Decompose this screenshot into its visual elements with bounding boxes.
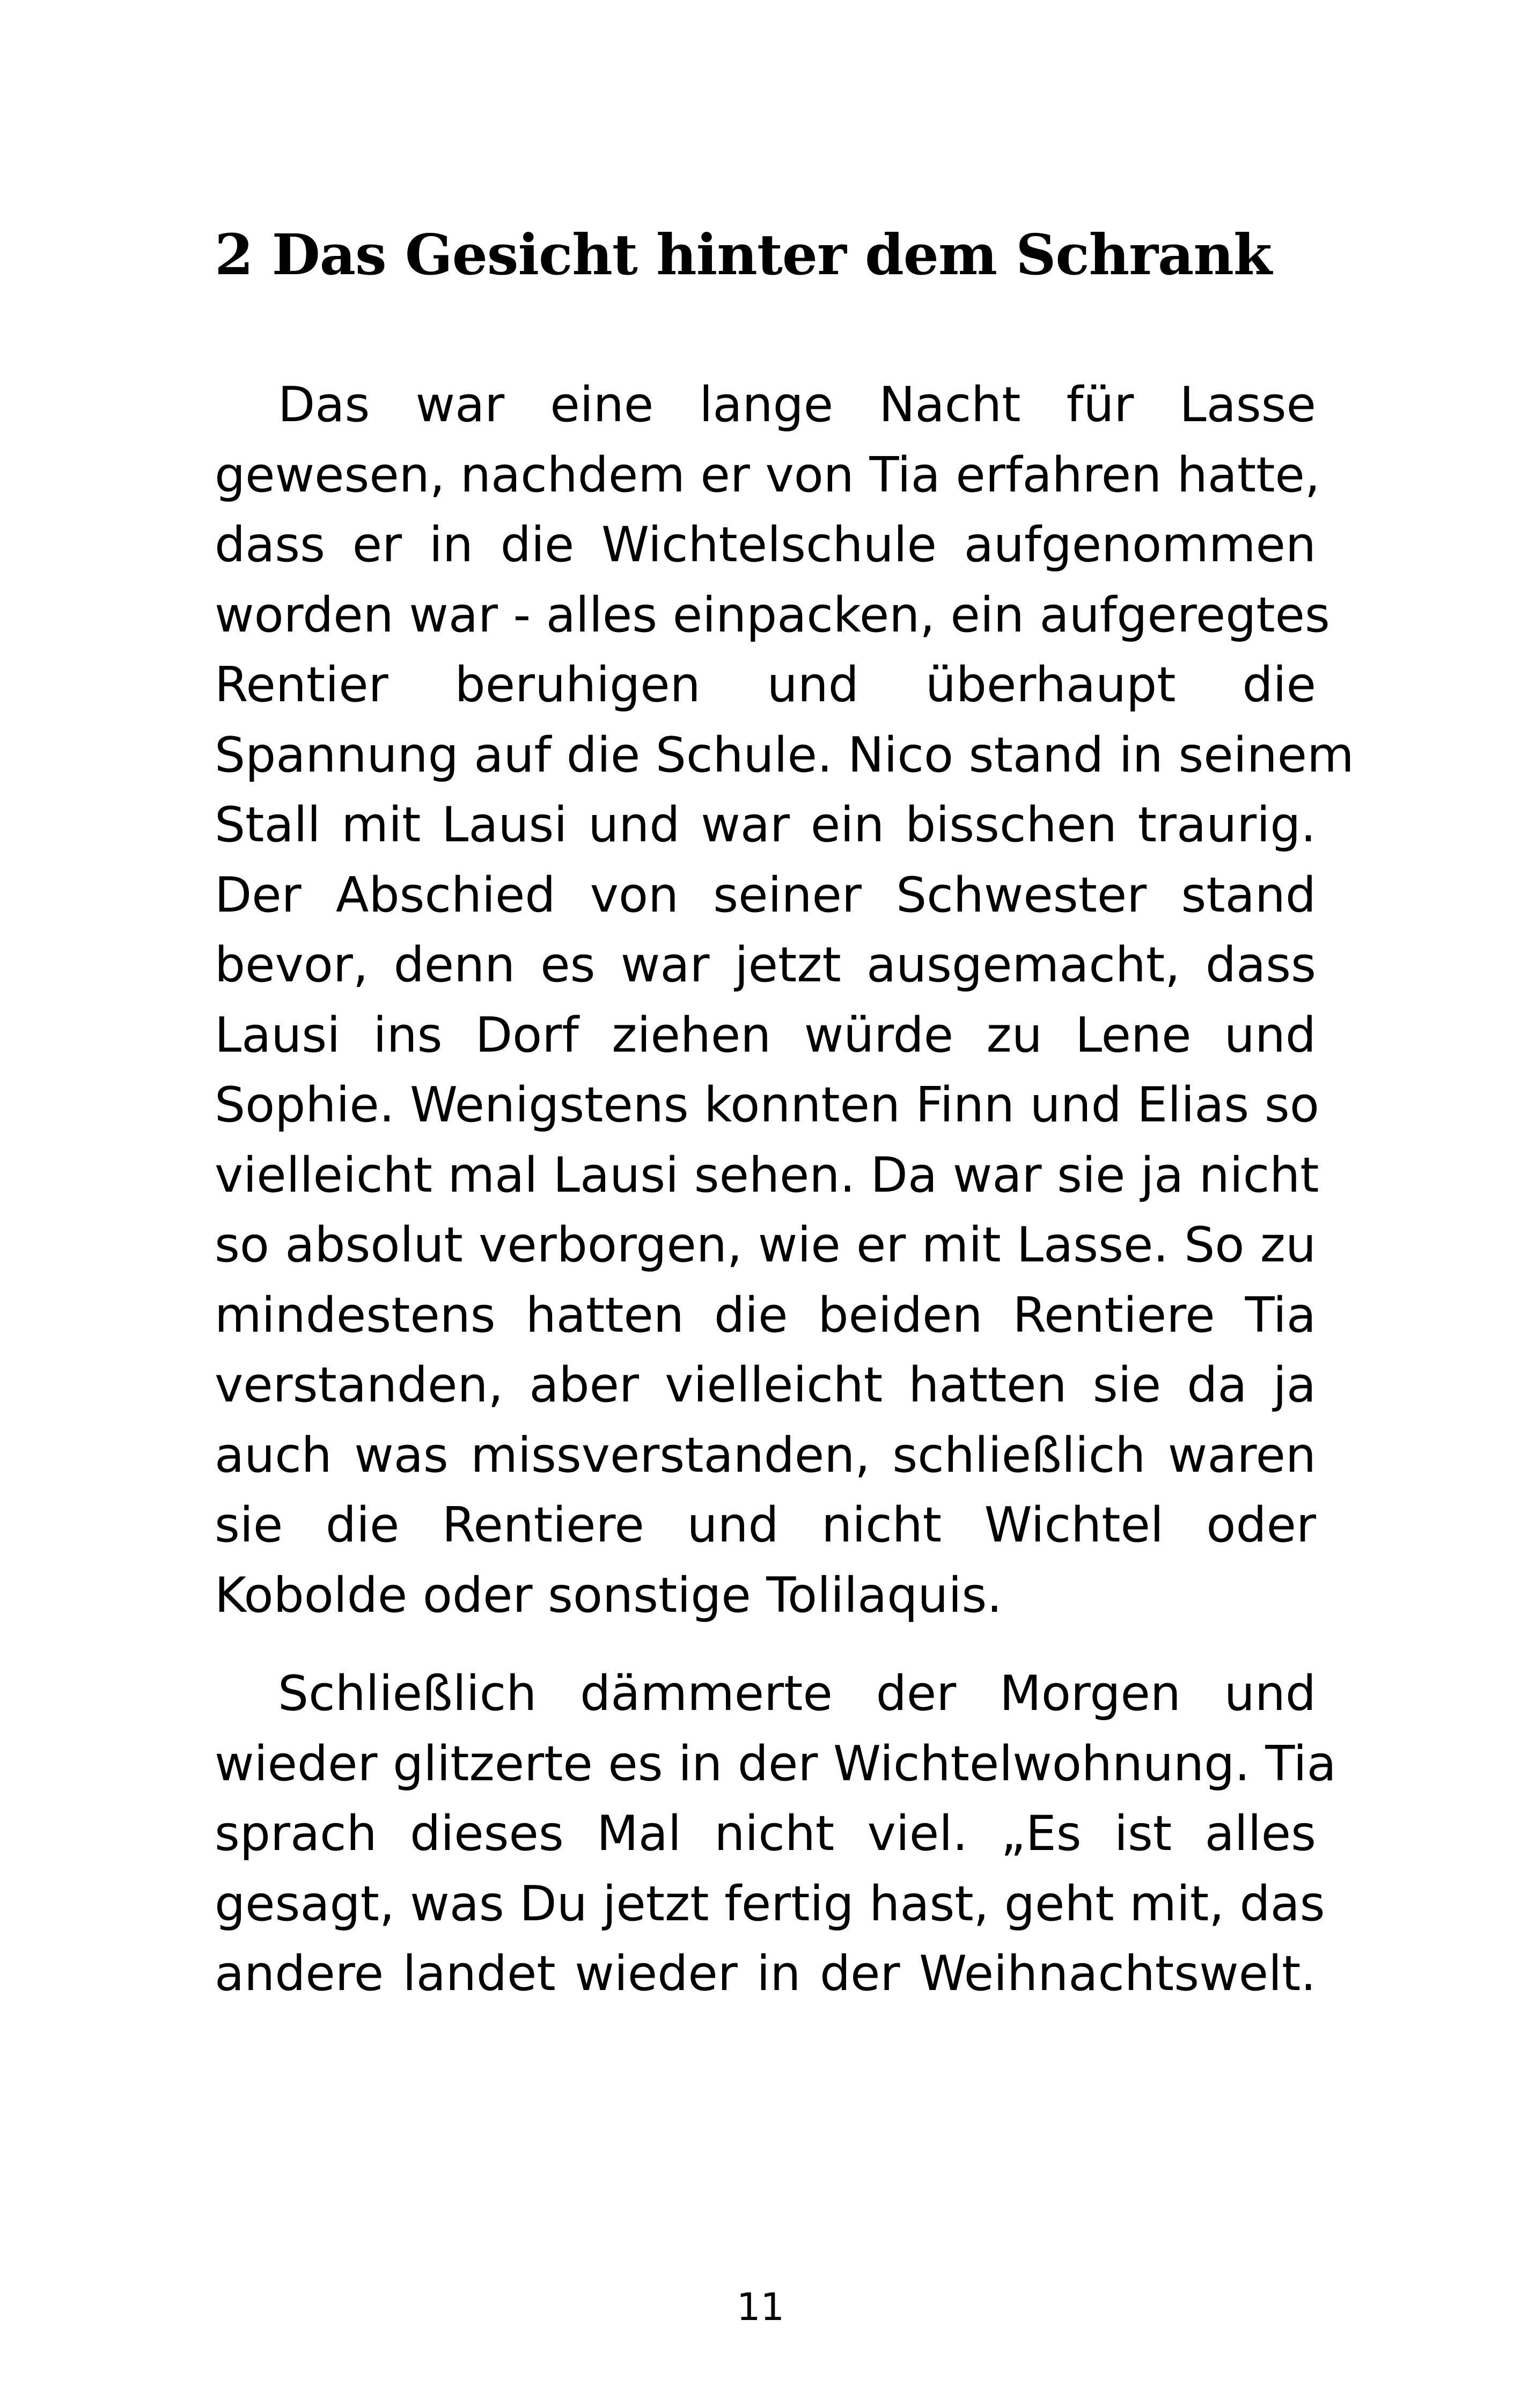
text-line: wieder glitzerte es in der Wichtelwohnung. Tia bbox=[215, 1735, 1336, 1792]
text-line: gesagt, was Du jetzt fertig hast, geht mit, das bbox=[215, 1875, 1325, 1932]
text-line: sie die Rentiere und nicht Wichtel oder bbox=[215, 1497, 1316, 1553]
text-line: Lausi ins Dorf ziehen würde zu Lene und bbox=[215, 1007, 1316, 1063]
text-line: Der Abschied von seiner Schwester stand bbox=[215, 867, 1316, 923]
text-line: auch was missverstanden, schließlich waren bbox=[215, 1427, 1316, 1484]
paragraph-2 bbox=[215, 1659, 1336, 2009]
text-line: Spannung auf die Schule. Nico stand in seinem bbox=[215, 726, 1354, 783]
text-line: worden war - alles einpacken, ein aufgeregtes bbox=[215, 586, 1330, 643]
text-line: vielleicht mal Lausi sehen. Da war sie ja nicht bbox=[215, 1147, 1319, 1203]
text-line: bevor, denn es war jetzt ausgemacht, dass bbox=[215, 937, 1316, 993]
page-number: 11 bbox=[736, 2285, 785, 2329]
text-line: so absolut verborgen, wie er mit Lasse. So zu bbox=[215, 1217, 1316, 1273]
text-line: Rentier beruhigen und überhaupt die bbox=[215, 657, 1316, 713]
text-line: Sophie. Wenigstens konnten Finn und Elias so bbox=[215, 1077, 1319, 1133]
text-line: mindestens hatten die beiden Rentiere Tia bbox=[215, 1287, 1316, 1344]
paragraph-1 bbox=[215, 370, 1354, 1631]
text-line: Schließlich dämmerte der Morgen und bbox=[278, 1665, 1316, 1722]
text-line: sprach dieses Mal nicht viel. „Es ist alles bbox=[215, 1805, 1316, 1862]
text-line: Das war eine lange Nacht für Lasse bbox=[278, 377, 1316, 433]
chapter-title: 2 Das Gesicht hinter dem Schrank bbox=[215, 222, 1272, 288]
text-line: Kobolde oder sonstige Tolilaquis. bbox=[215, 1567, 1002, 1624]
text-line: gewesen, nachdem er von Tia erfahren hatte, bbox=[215, 446, 1320, 503]
text-line: verstanden, aber vielleicht hatten sie da ja bbox=[215, 1357, 1316, 1413]
text-line: dass er in die Wichtelschule aufgenommen bbox=[215, 517, 1316, 573]
text-line: Stall mit Lausi und war ein bisschen traurig. bbox=[215, 797, 1316, 853]
text-line: andere landet wieder in der Weihnachtswelt. bbox=[215, 1946, 1316, 2002]
